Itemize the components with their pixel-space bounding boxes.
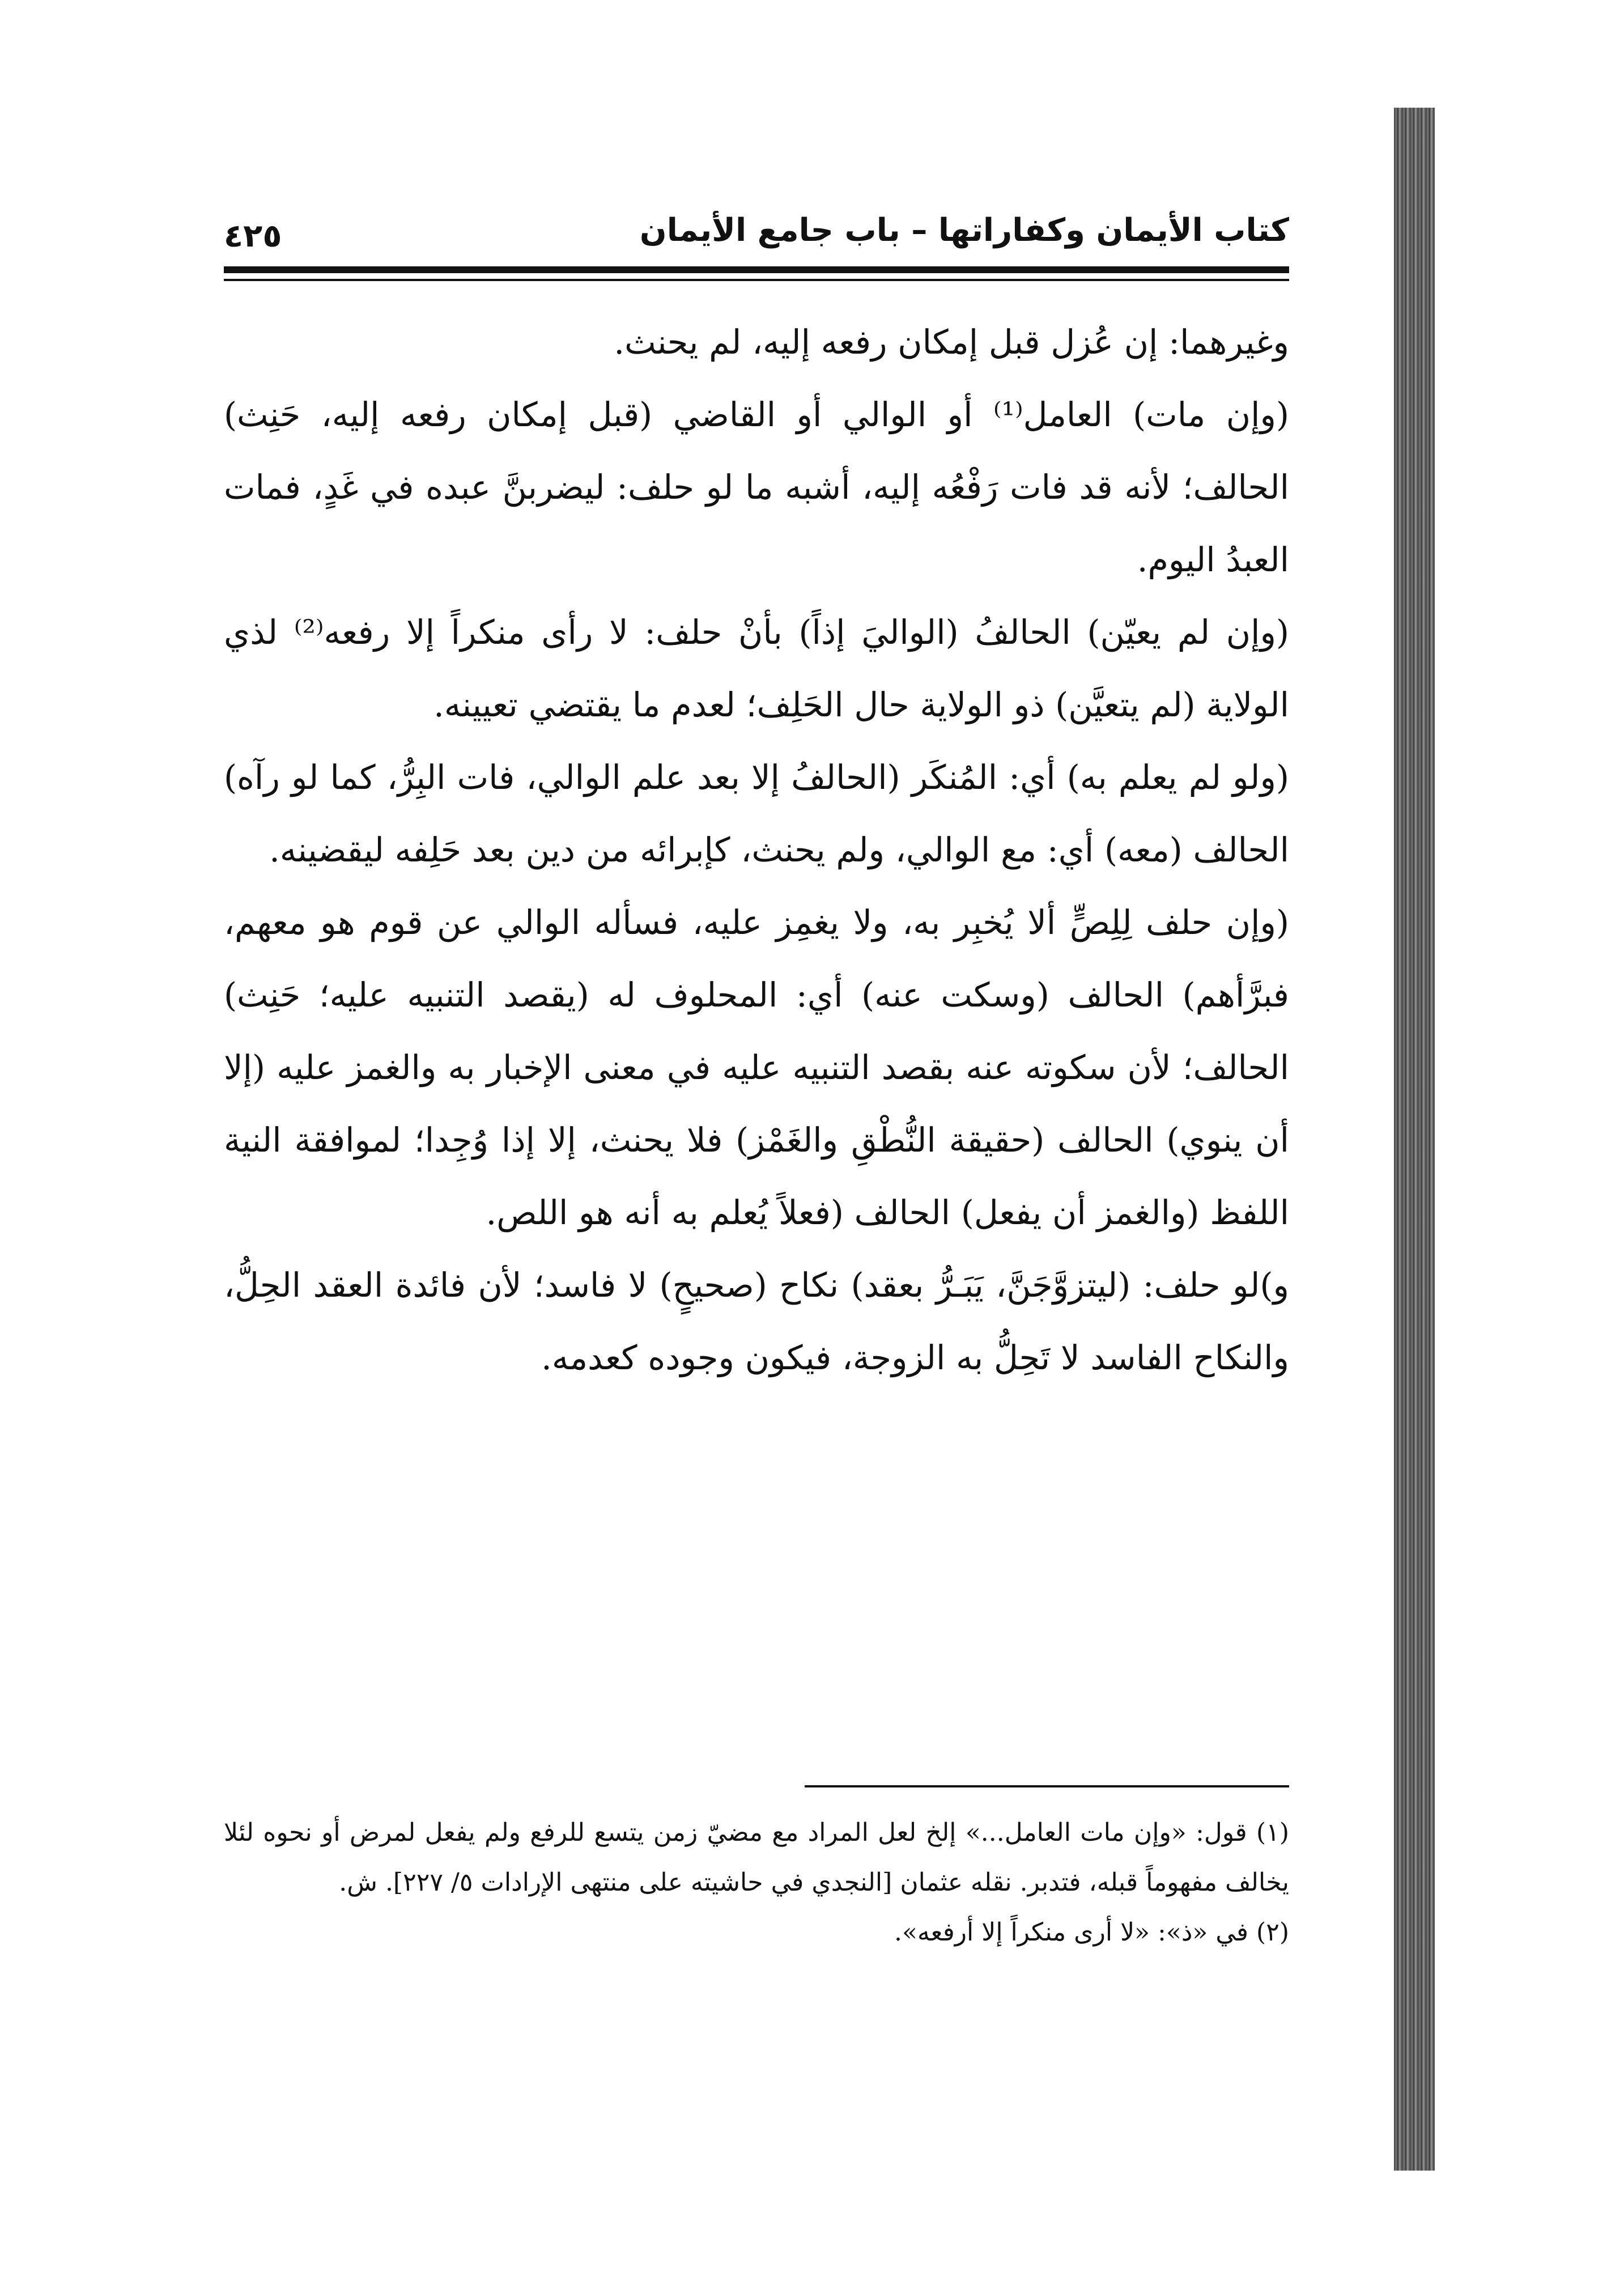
footnotes <box>224 1808 1289 1957</box>
footnote: (١) قول: «وإن مات العامل...» إلخ لعل المراد مع مضيّ زمن يتسع للرفع ولم يفعل لمرض أو نحوه لئلا يخالف مفهوماً قبله، فتدبر. نقله عثمان [النجدي في حاشيته على منتهى الإرادات ٥/ ٢٢٧]. ش. <box>224 1818 1289 1897</box>
paragraph: وغيرهما: إن عُزل قبل إمكان رفعه إليه، لم يحنث. <box>614 322 1289 362</box>
page-number: ٤٢٥ <box>224 218 282 254</box>
header-rule-thin <box>224 279 1289 281</box>
footnote: (٢) في «ذ»: «لا أرى منكراً إلا أرفعه». <box>894 1918 1289 1947</box>
paragraph: (وإن لم يعيّن) الحالفُ (الواليَ إذاً) بأنْ حلف: لا رأى منكراً إلا رفعه⁽²⁾ لذي الولاية (لم يتعيَّن) ذو الولاية حال الحَلِف؛ لعدم ما يقتضي تعيينه. <box>224 613 1289 724</box>
paragraph: و)لو حلف: (ليتزوَّجَنَّ، يَبَـرُّ بعقد) نكاح (صحيحٍ) لا فاسد؛ لأن فائدة العقد الحِلُّ، والنكاح الفاسد لا تَحِلُّ به الزوجة، فيكون وجوده كعدمه. <box>224 1266 1289 1377</box>
paragraph: (وإن مات) العامل⁽¹⁾ أو الوالي أو القاضي (قبل إمكان رفعه إليه، حَنِث) الحالف؛ لأنه قد فات رَفْعُه إليه، أشبه ما لو حلف: ليضربنَّ عبده في غَدٍ، فمات العبدُ اليوم. <box>224 395 1289 579</box>
header-rule <box>224 266 1289 273</box>
scanned-page-edge <box>1394 108 1435 2171</box>
paragraph: (وإن حلف لِلِصٍّ ألا يُخبِر به، ولا يغمِز عليه، فسأله الوالي عن قوم هو معهم، فبرَّأهم) الحالف (وسكت عنه) أي: المحلوف له (يقصد التنبيه عليه؛ حَنِث) الحالف؛ لأن سكوته عنه بقصد التنبيه عليه في معنى الإخبار به والغمز عليه (إلا أن ينوي) الحالف (حقيقة النُّطْقِ والغَمْز) فلا يحنث، إلا إذا وُجِدا؛ لموافقة النية اللفظ (والغمز أن يفعل) الحالف (فعلاً يُعلم به أنه هو اللص. <box>224 903 1289 1232</box>
paragraph: (ولو لم يعلم به) أي: المُنكَر (الحالفُ إلا بعد علم الوالي، فات البِرُّ، كما لو رآه) الحالف (معه) أي: مع الوالي، ولم يحنث، كإبرائه من دين بعد حَلِفه ليقضينه. <box>224 758 1289 869</box>
main-text <box>224 306 1289 1394</box>
footnote-separator <box>805 1785 1289 1787</box>
running-header <box>224 201 1289 264</box>
header-title: كتاب الأيمان وكفاراتها – باب جامع الأيمان <box>639 212 1289 249</box>
